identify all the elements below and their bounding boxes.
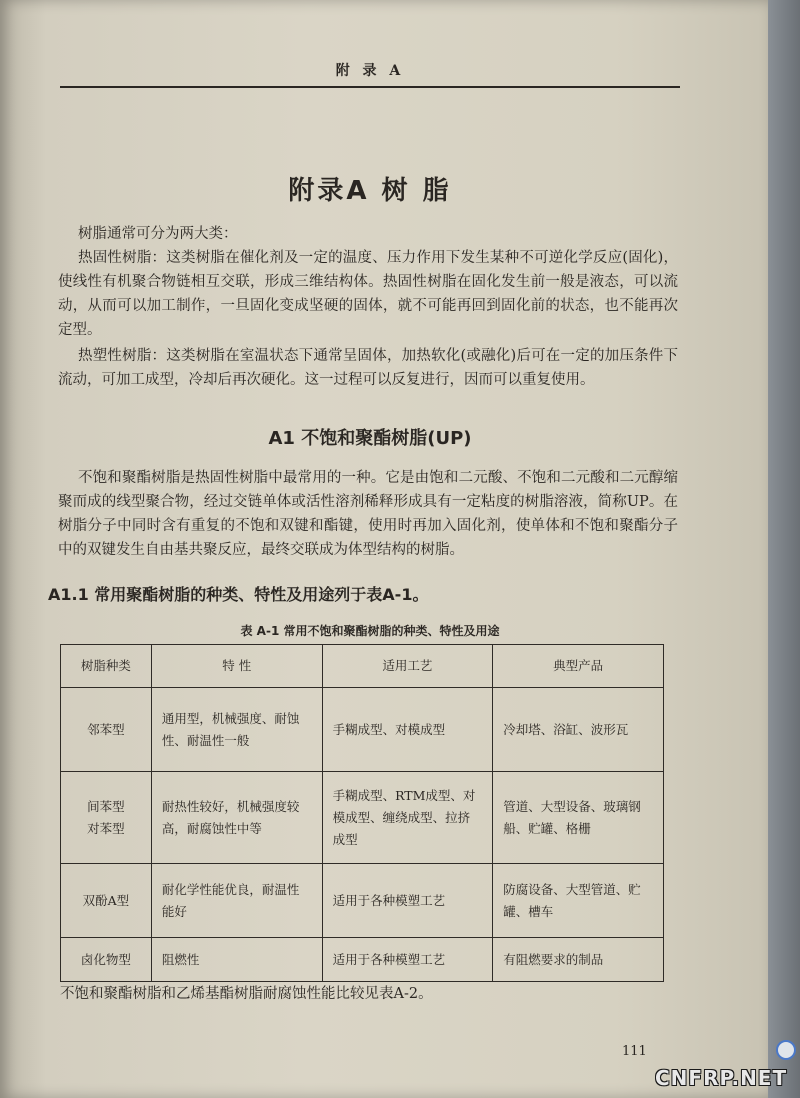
page-number: 111 [622,1044,647,1059]
circle-icon [776,1040,796,1060]
cell-property: 阻燃性 [151,938,322,982]
header-resin-type: 树脂种类 [61,645,152,688]
section-title: A1 不饱和聚酯树脂(UP) [268,428,472,449]
table-row [61,938,664,982]
table-caption: 表 A-1 常用不饱和聚酯树脂的种类、特性及用途 [240,624,500,638]
header-rule [60,86,680,88]
cell-resin-type: 双酚A型 [61,864,152,938]
subsection-title: A1.1 常用聚酯树脂的种类、特性及用途列于表A-1。 [48,585,429,604]
cell-product: 防腐设备、大型管道、贮罐、槽车 [493,864,664,938]
thermosetting-paragraph: 热固性树脂：这类树脂在催化剂及一定的温度、压力作用下发生某种不可逆化学反应(固化)，使线性有机聚合物链相互交联，形成三维结构体。热固性树脂在固化发生前一般是液态，可以流动，从而可以加工制作，一旦固化变成坚硬的固体，就不可能再回到固化前的状态，也不能再次定型。 [58,250,678,338]
table-row [61,688,664,772]
cell-product: 有阻燃要求的制品 [493,938,664,982]
table-note: 不饱和聚酯树脂和乙烯基酯树脂耐腐蚀性能比较见表A-2。 [60,986,433,1002]
watermark-logo: CNFRP.NET [655,1066,788,1090]
cell-resin-type: 间苯型 对苯型 [61,772,152,864]
cell-process: 适用于各种模塑工艺 [322,864,493,938]
header-process: 适用工艺 [322,645,493,688]
cell-resin-type: 卤化物型 [61,938,152,982]
up-paragraph: 不饱和聚酯树脂是热固性树脂中最常用的一种。它是由饱和二元酸、不饱和二元酸和二元醇缩聚而成的线型聚合物，经过交链单体或活性溶剂稀释形成具有一定粘度的树脂溶液，简称UP。在树脂分子中同时含有重复的不饱和双键和酯键，使用时再加入固化剂，使单体和不饱和聚酯分子中的双键发生自由基共聚反应，最终交联成为体型结构的树脂。 [58,470,678,558]
table-row [61,772,664,864]
header-property: 特 性 [151,645,322,688]
thermoplastic-paragraph: 热塑性树脂：这类树脂在室温状态下通常呈固体，加热软化(或融化)后可在一定的加压条件下流动，可加工成型，冷却后再次硬化。这一过程可以反复进行，因而可以重复使用。 [58,348,678,388]
running-head: 附 录 A [335,63,405,79]
cell-process: 手糊成型、对模成型 [322,688,493,772]
cell-product: 管道、大型设备、玻璃钢船、贮罐、格栅 [493,772,664,864]
cell-property: 通用型，机械强度、耐蚀性、耐温性一般 [151,688,322,772]
background-edge [768,0,800,1098]
cell-process: 手糊成型、RTM成型、对模成型、缠绕成型、拉挤成型 [322,772,493,864]
header-product: 典型产品 [493,645,664,688]
page-title: 附录A 树 脂 [288,176,452,206]
cell-resin-type: 邻苯型 [61,688,152,772]
cell-product: 冷却塔、浴缸、波形瓦 [493,688,664,772]
table-row [61,864,664,938]
resin-table [60,644,664,982]
intro-paragraph: 树脂通常可分为两大类： [78,226,238,242]
table-header-row [61,645,664,688]
cell-property: 耐化学性能优良，耐温性能好 [151,864,322,938]
cell-property: 耐热性较好，机械强度较高，耐腐蚀性中等 [151,772,322,864]
cell-process: 适用于各种模塑工艺 [322,938,493,982]
